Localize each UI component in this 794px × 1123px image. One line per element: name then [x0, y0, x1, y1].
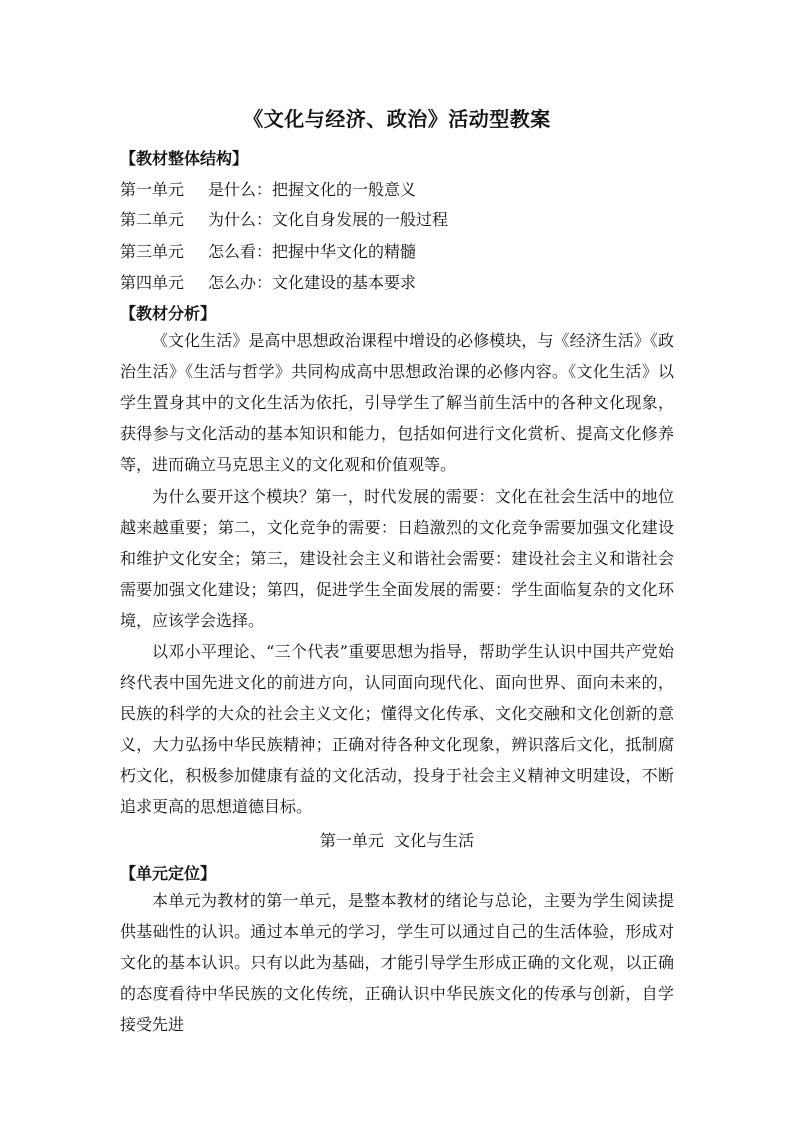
- structure-row-4: [120, 270, 680, 293]
- structure-row-desc: 怎么办：文化建设的基本要求: [208, 273, 417, 292]
- structure-row-1: [120, 177, 680, 200]
- structure-row-desc: 怎么看：把握中华文化的精髓: [208, 242, 417, 261]
- analysis-heading: 【教材分析】: [120, 304, 217, 323]
- structure-row-2: [120, 207, 680, 230]
- structure-heading: 【教材整体结构】: [120, 149, 249, 168]
- analysis-paragraph-3: 以邓小平理论、“三个代表”重要思想为指导，帮助学生认识中国共产党始终代表中国先进文化的前进方向，认同面向现代化、面向世界、面向未来的，民族的科学的大众的社会主义文化；懂得文化传承、文化交融和文化创新的意义，大力弘扬中华民族精神；正确对待各种文化现象，辨识落后文化，抵制腐朽文化，积极参加健康有益的文化活动，投身于社会主义精神文明建设，不断追求更高的思想道德目标。: [120, 642, 674, 816]
- structure-row-unit: 第一单元: [120, 180, 185, 199]
- analysis-paragraph-1: 《文化生活》是高中思想政治课程中增设的必修模块，与《经济生活》《政治生活》《生活与哲学》共同构成高中思想政治课的必修内容。《文化生活》以学生置身其中的文化生活为依托，引导学生了解当前生活中的各种文化现象，获得参与文化活动的基本知识和能力，包括如何进行文化赏析、提高文化修养等，进而确立马克思主义的文化观和价值观等。: [120, 331, 674, 474]
- structure-row-desc: 为什么：文化自身发展的一般过程: [208, 210, 449, 229]
- positioning-heading: 【单元定位】: [120, 864, 217, 883]
- structure-row-unit: 第三单元: [120, 242, 185, 261]
- structure-row-3: [120, 239, 680, 262]
- document-title: 《文化与经济、政治》活动型教案: [243, 107, 551, 131]
- structure-row-desc: 是什么：把握文化的一般意义: [208, 180, 417, 199]
- positioning-paragraph: 本单元为教材的第一单元，是整本教材的绪论与总论，主要为学生阅读提供基础性的认识。通过本单元的学习，学生可以通过自己的生活体验，形成对文化的基本认识。只有以此为基础，才能引导学生形成正确的文化观，以正确的态度看待中华民族的文化传统，正确认识中华民族文化的传承与创新，自学接受先进: [120, 891, 674, 1034]
- structure-row-unit: 第四单元: [120, 273, 185, 292]
- structure-row-unit: 第二单元: [120, 210, 185, 229]
- analysis-paragraph-2: 为什么要开这个模块？第一，时代发展的需要：文化在社会生活中的地位越来越重要；第二，文化竞争的需要：日趋激烈的文化竞争需要加强文化建设和维护文化安全；第三，建设社会主义和谐社会需要：建设社会主义和谐社会需要加强文化建设；第四，促进学生全面发展的需要：学生面临复杂的文化环境，应该学会选择。: [120, 487, 674, 630]
- unit-title: 第一单元 文化与生活: [319, 831, 475, 850]
